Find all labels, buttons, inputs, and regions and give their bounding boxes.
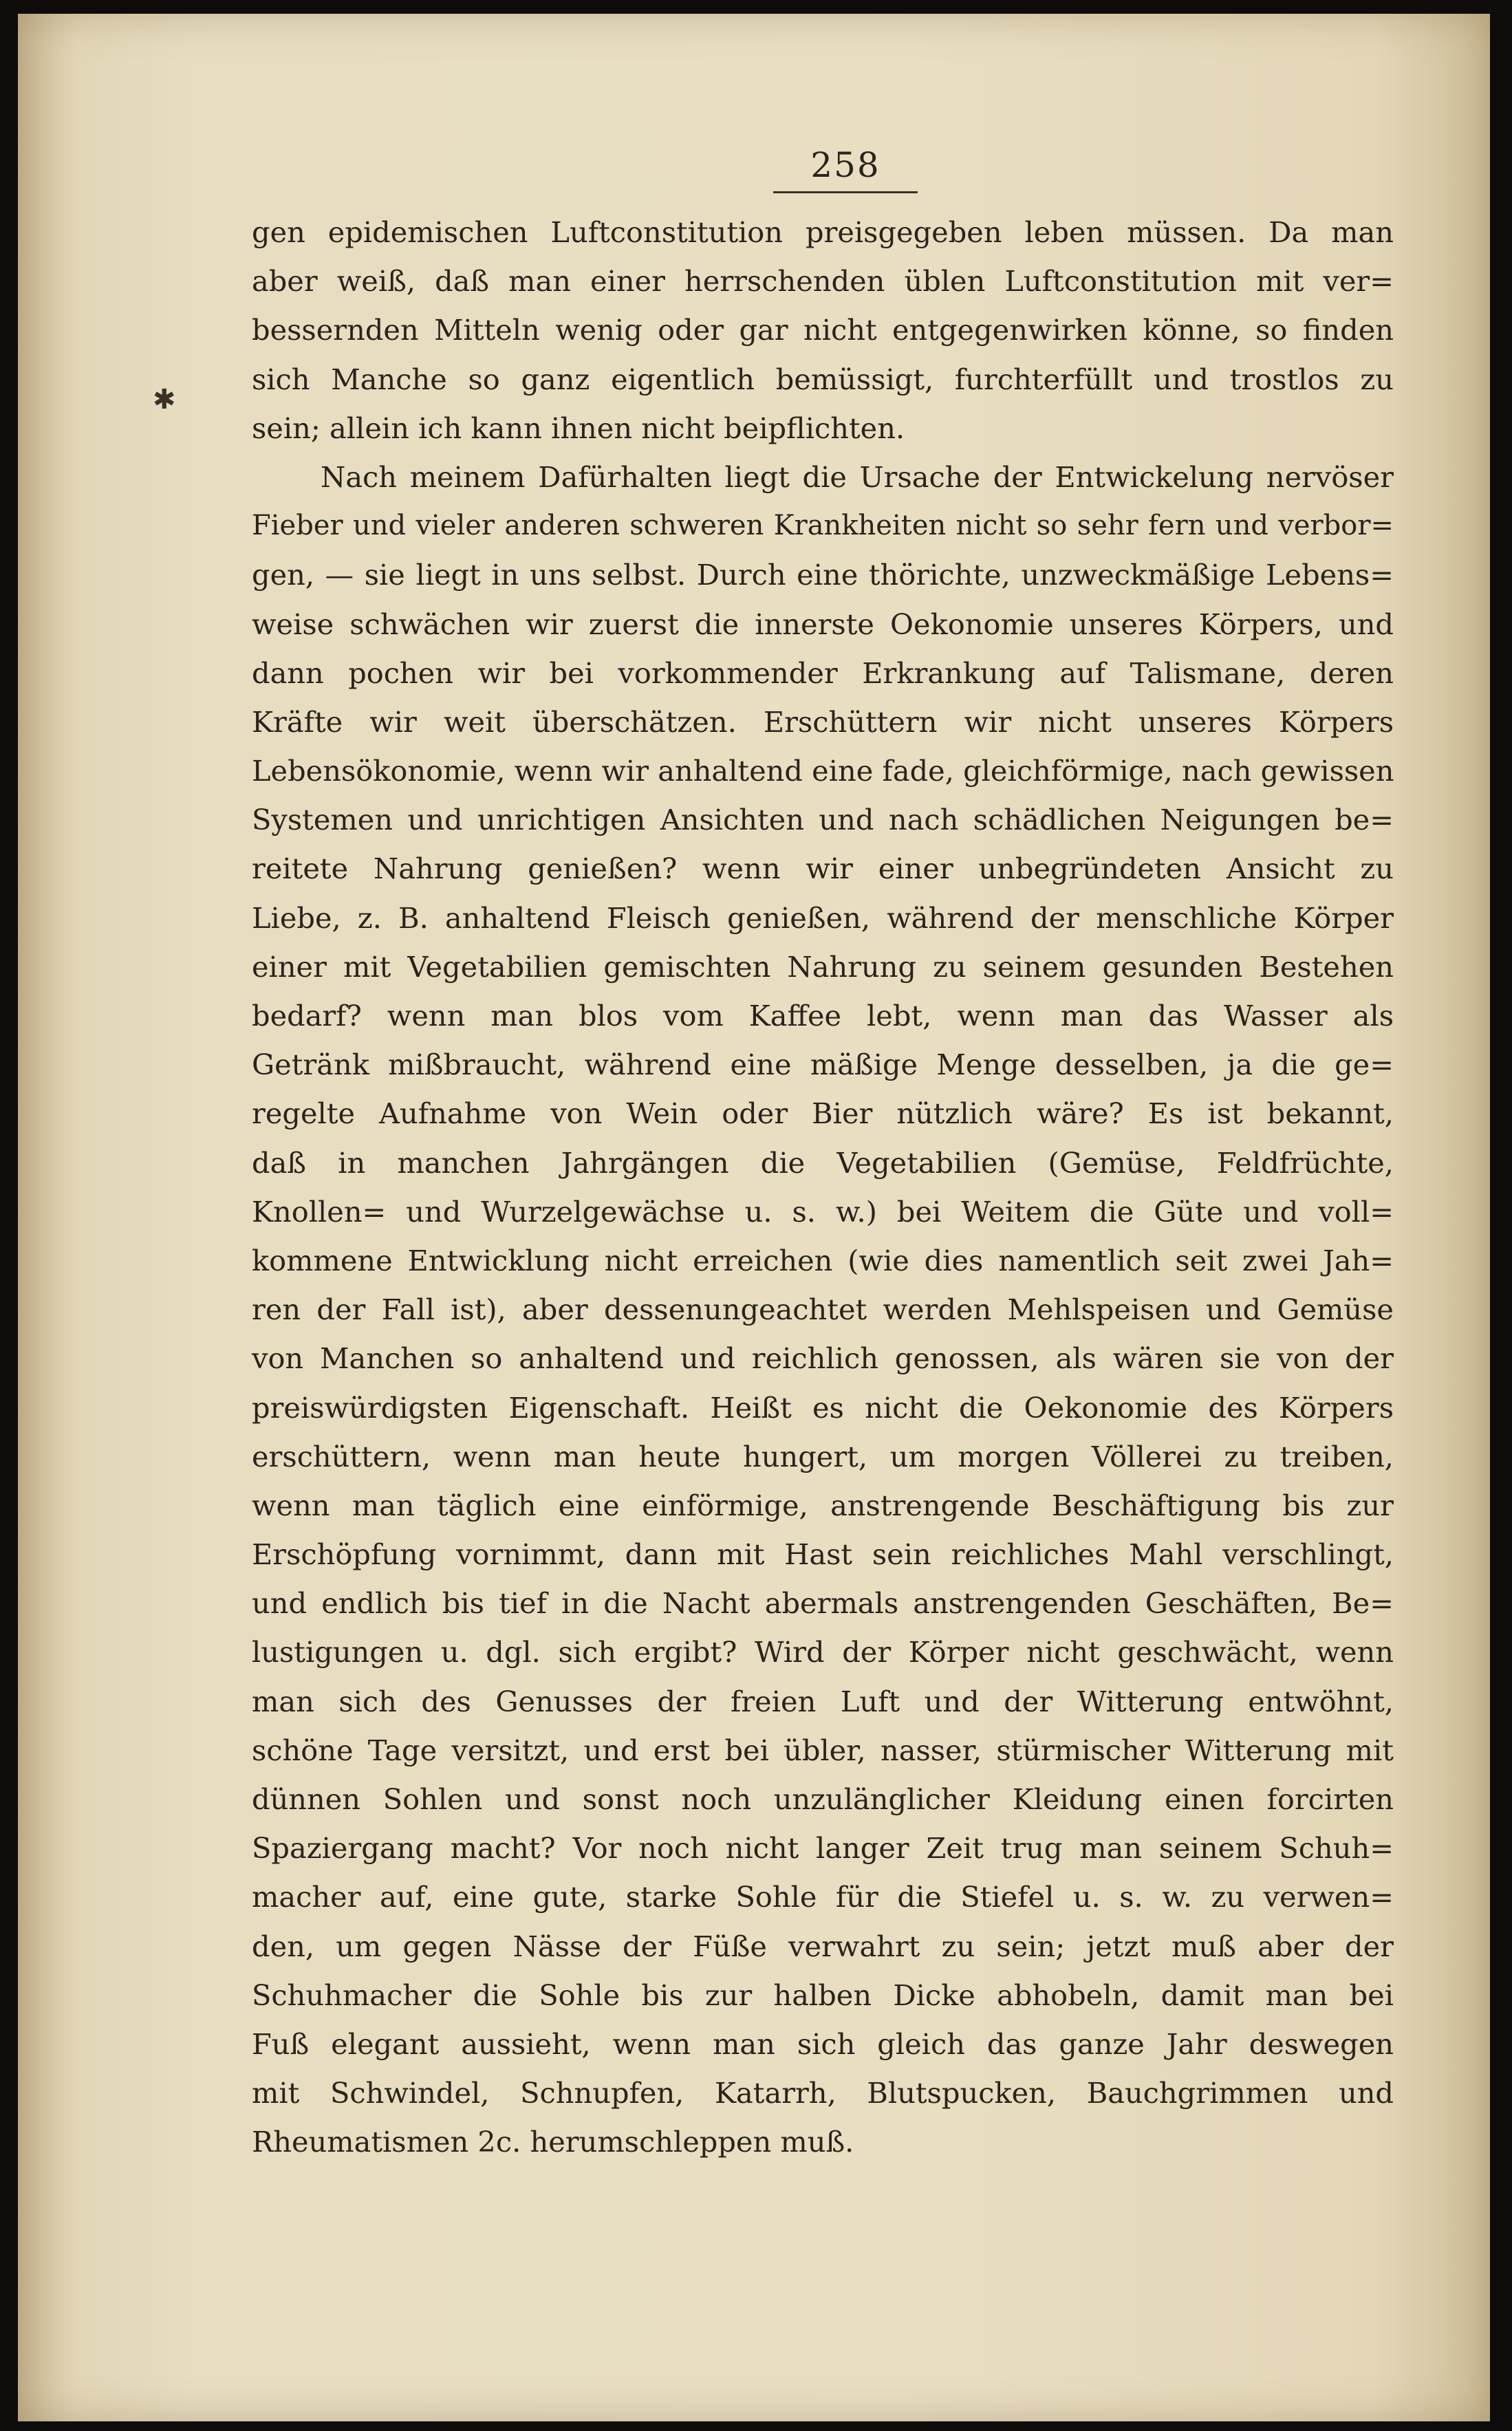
text-line: ren der Fall ist), aber dessenungeachtet werden Mehlspeisen und Gemüse (252, 1293, 1394, 1327)
text-line: sich Manche so ganz eigentlich bemüssigt, furchterfüllt und trostlos zu (252, 362, 1394, 396)
text-line: daß in manchen Jahrgängen die Vegetabilien (Gemüse, Feldfrüchte, (252, 1145, 1394, 1180)
text-line: Fieber und vieler anderen schweren Krankheiten nicht so sehr fern und verbor= (252, 510, 1394, 542)
text-line: Systemen und unrichtigen Ansichten und nach schädlichen Neigungen be= (252, 803, 1394, 837)
text-line: sein; allein ich kann ihnen nicht beipflichten. (252, 411, 905, 445)
text-line: preiswürdigsten Eigenschaft. Heißt es nicht die Oekonomie des Körpers (252, 1390, 1394, 1425)
text-line: aber weiß, daß man einer herrschenden üblen Luftconstitution mit ver= (252, 264, 1394, 299)
text-line: bedarf? wenn man blos vom Kaffee lebt, wenn man das Wasser als (252, 999, 1394, 1033)
body-text (252, 208, 1394, 2167)
text-line: erschüttern, wenn man heute hungert, um morgen Völlerei zu treiben, (252, 1439, 1394, 1473)
text-line: man sich des Genusses der freien Luft und der Witterung entwöhnt, (252, 1684, 1394, 1718)
text-line: regelte Aufnahme von Wein oder Bier nützlich wäre? Es ist bekannt, (252, 1096, 1394, 1131)
text-line: Erschöpfung vornimmt, dann mit Hast sein reichliches Mahl verschlingt, (252, 1537, 1394, 1572)
text-line: Lebensökonomie, wenn wir anhaltend eine fade, gleichförmige, nach gewissen (252, 754, 1394, 788)
margin-mark: ✱ (153, 384, 176, 415)
text-line: gen, — sie liegt in uns selbst. Durch eine thörichte, unzweckmäßige Lebens= (252, 558, 1394, 592)
text-line: macher auf, eine gute, starke Sohle für die Stiefel u. s. w. zu verwen= (252, 1880, 1394, 1914)
text-line: mit Schwindel, Schnupfen, Katarrh, Blutspucken, Bauchgrimmen und (252, 2076, 1394, 2110)
header-rule (773, 191, 918, 193)
text-line: Kräfte wir weit überschätzen. Erschüttern wir nicht unseres Körpers (252, 704, 1394, 739)
text-line: von Manchen so anhaltend und reichlich genossen, als wären sie von der (252, 1341, 1394, 1376)
text-line: Nach meinem Dafürhalten liegt die Ursache der Entwickelung nervöser (321, 460, 1394, 494)
text-line: gen epidemischen Luftconstitution preisgegeben leben müssen. Da man (252, 215, 1394, 249)
text-line: dann pochen wir bei vorkommender Erkrankung auf Talismane, deren (252, 656, 1394, 690)
text-line: lustigungen u. dgl. sich ergibt? Wird der Körper nicht geschwächt, wenn (252, 1635, 1394, 1670)
text-line: und endlich bis tief in die Nacht abermals anstrengenden Geschäften, Be= (252, 1586, 1394, 1621)
text-line: bessernden Mitteln wenig oder gar nicht entgegenwirken könne, so finden (252, 313, 1394, 347)
text-line: einer mit Vegetabilien gemischten Nahrung zu seinem gesunden Bestehen (252, 949, 1394, 984)
page-header (773, 144, 918, 193)
text-line: dünnen Sohlen und sonst noch unzulänglicher Kleidung einen forcirten (252, 1782, 1394, 1816)
text-line: weise schwächen wir zuerst die innerste Oekonomie unseres Körpers, und (252, 607, 1394, 641)
text-line: schöne Tage versitzt, und erst bei übler, nasser, stürmischer Witterung mit (252, 1733, 1394, 1767)
text-line: Schuhmacher die Sohle bis zur halben Dicke abhobeln, damit man bei (252, 1978, 1394, 2012)
text-line: Knollen= und Wurzelgewächse u. s. w.) bei Weitem die Güte und voll= (252, 1194, 1394, 1229)
text-line: reitete Nahrung genießen? wenn wir einer unbegründeten Ansicht zu (252, 852, 1394, 886)
text-line: kommene Entwicklung nicht erreichen (wie dies namentlich seit zwei Jah= (252, 1243, 1394, 1277)
text-line: den, um gegen Nässe der Füße verwahrt zu sein; jetzt muß aber der (252, 1929, 1394, 1963)
text-line: Getränk mißbraucht, während eine mäßige Menge desselben, ja die ge= (252, 1048, 1394, 1082)
text-line: wenn man täglich eine einförmige, anstrengende Beschäftigung bis zur (252, 1488, 1394, 1522)
book-page (18, 14, 1490, 2421)
text-line: Spaziergang macht? Vor noch nicht langer Zeit trug man seinem Schuh= (252, 1831, 1394, 1866)
text-line: Liebe, z. B. anhaltend Fleisch genießen, während der menschliche Körper (252, 900, 1394, 935)
text-line: Fuß elegant aussieht, wenn man sich gleich das ganze Jahr deswegen (252, 2027, 1394, 2061)
page-number: 258 (810, 145, 881, 185)
text-line: Rheumatismen 2c. herumschleppen muß. (252, 2125, 854, 2159)
